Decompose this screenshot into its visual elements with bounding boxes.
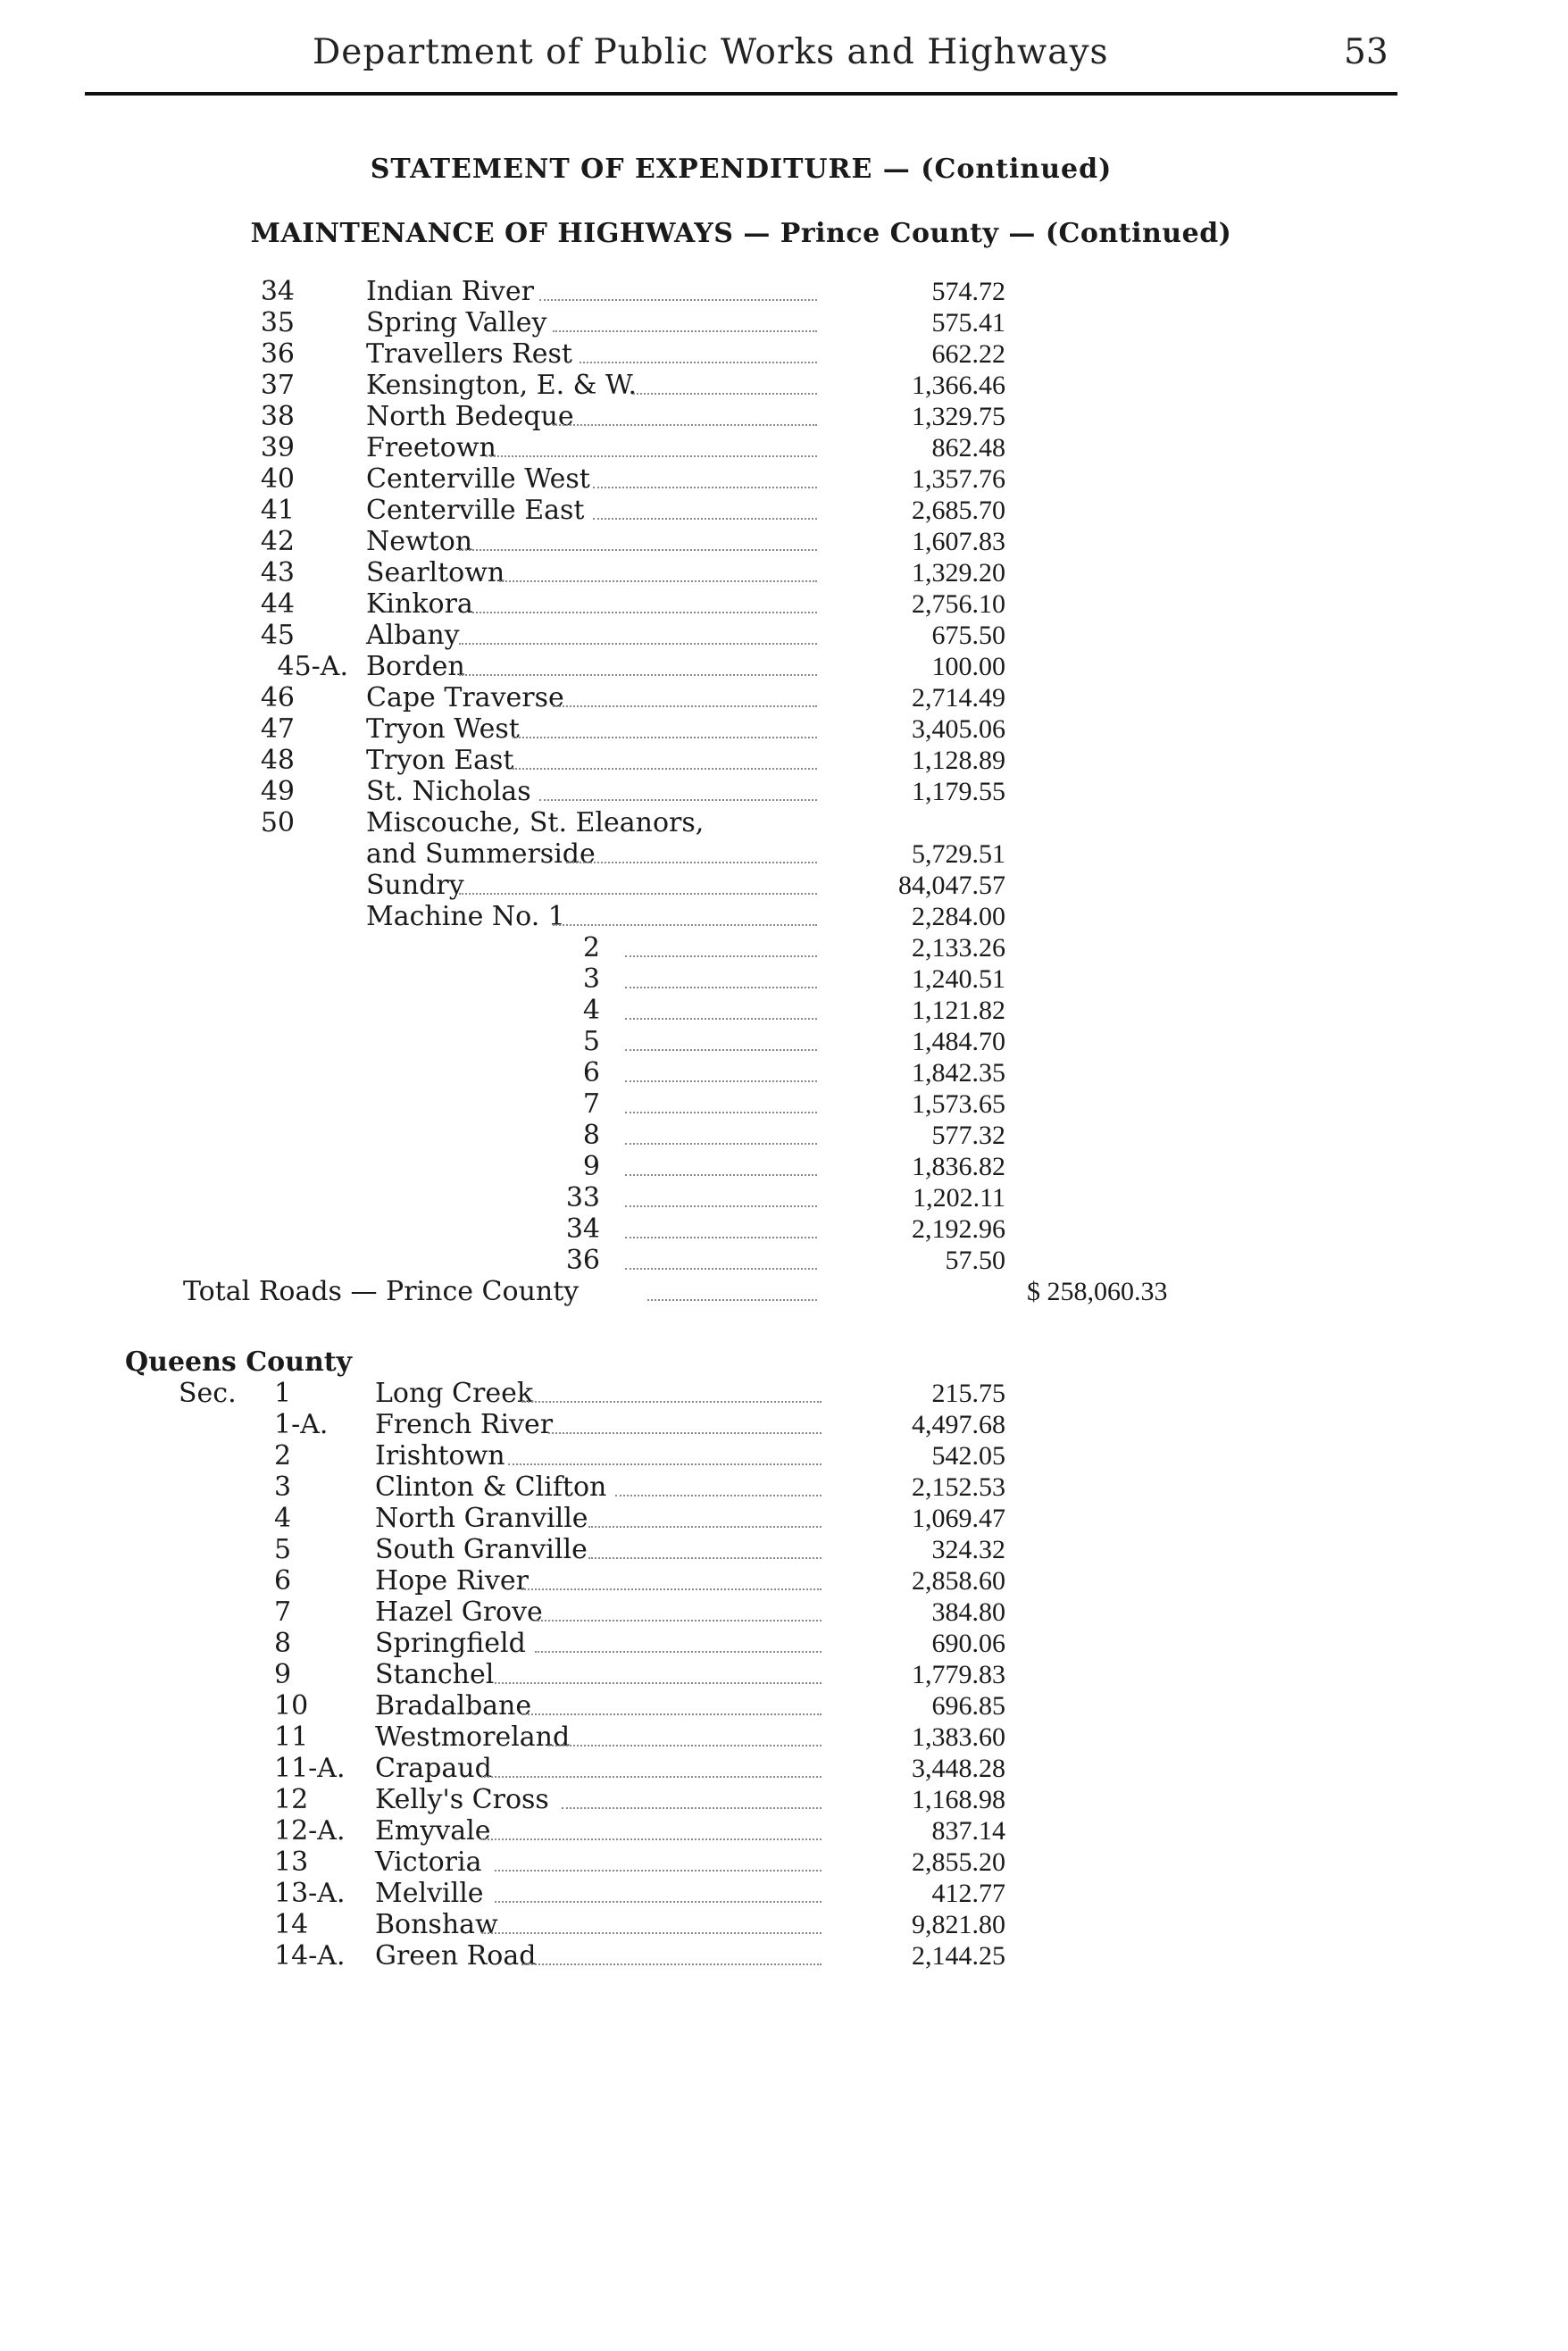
road-section-name: Miscouche, St. Eleanors, [366, 807, 705, 838]
amount: 2,714.49 [912, 683, 1005, 713]
amount: 1,240.51 [912, 964, 1005, 994]
section-number: 13 [274, 1847, 309, 1878]
ledger-row [0, 401, 1568, 432]
total-amount: $ 258,060.33 [1027, 1277, 1168, 1306]
section-number: 12-A. [274, 1815, 346, 1847]
section-number: 5 [274, 1534, 292, 1565]
amount: 100.00 [931, 652, 1005, 681]
maintenance-subtitle: MAINTENANCE OF HIGHWAYS — Prince County — (Continued) [250, 218, 1232, 249]
section-number: 10 [274, 1690, 309, 1722]
dot-leader [625, 1205, 817, 1207]
ledger-row [0, 1378, 1568, 1409]
dot-leader [625, 1049, 817, 1051]
ledger-row [0, 1534, 1568, 1565]
road-section-name: Victoria [375, 1847, 482, 1878]
dot-leader [593, 518, 817, 520]
dot-leader [459, 893, 817, 895]
amount: 2,685.70 [912, 496, 1005, 525]
amount: 1,842.35 [912, 1058, 1005, 1088]
amount: 2,756.10 [912, 589, 1005, 619]
section-number: 42 [260, 526, 295, 557]
county-heading: Queens County [125, 1346, 353, 1378]
section-number: 12 [274, 1784, 309, 1815]
header-rule [85, 92, 1397, 96]
dot-leader [459, 674, 817, 676]
dot-leader [535, 1651, 822, 1653]
ledger-row [0, 557, 1568, 588]
section-number: 48 [260, 745, 295, 776]
page-number: 53 [1344, 32, 1389, 72]
ledger-row [0, 338, 1568, 370]
ledger-row [0, 276, 1568, 307]
dot-leader [521, 1713, 822, 1715]
dot-leader [625, 1237, 817, 1238]
road-section-name: South Granville [375, 1534, 588, 1565]
road-section-name: Newton [366, 526, 473, 557]
road-section-name: North Granville [375, 1503, 588, 1534]
dot-leader [486, 455, 817, 457]
section-number: 1 [274, 1378, 292, 1409]
road-section-name: Westmoreland [375, 1722, 571, 1753]
road-section-name: Travellers Rest [366, 338, 572, 370]
ledger-row [0, 1784, 1568, 1815]
road-section-name: Tryon East [366, 745, 514, 776]
dot-leader [521, 1963, 822, 1965]
amount: 1,607.83 [912, 527, 1005, 556]
dot-leader [539, 799, 817, 801]
dot-leader [553, 705, 817, 707]
amount: 57.50 [945, 1246, 1005, 1275]
ledger-row [0, 1120, 1568, 1151]
section-number: 41 [260, 495, 295, 526]
section-number: 8 [274, 1628, 292, 1659]
road-section-name: Irishtown [375, 1440, 505, 1471]
ledger-row [0, 1503, 1568, 1534]
dot-leader [548, 1432, 822, 1434]
section-number: 34 [260, 276, 295, 307]
dot-leader [580, 362, 817, 363]
section-number: 45-A. [277, 651, 348, 682]
section-number: 44 [260, 588, 295, 620]
amount: 1,383.60 [912, 1722, 1005, 1752]
ledger-row [0, 1690, 1568, 1722]
ledger-row [0, 432, 1568, 463]
amount: 3,405.06 [912, 714, 1005, 744]
ledger-row [0, 838, 1568, 870]
dot-leader [562, 1807, 822, 1809]
dot-leader [588, 1526, 822, 1528]
dot-leader [625, 1112, 817, 1113]
amount: 2,133.26 [912, 933, 1005, 963]
dot-leader [481, 1838, 822, 1840]
section-number: 43 [260, 557, 295, 588]
amount: 1,779.83 [912, 1660, 1005, 1689]
amount: 575.41 [931, 308, 1005, 338]
section-number: 8 [582, 1120, 600, 1151]
dot-leader [588, 1557, 822, 1559]
amount: 574.72 [931, 277, 1005, 306]
section-number: 50 [260, 807, 295, 838]
road-section-name: Melville [375, 1878, 484, 1909]
amount: 2,858.60 [912, 1566, 1005, 1596]
dot-leader [615, 1495, 822, 1496]
dot-leader [548, 1745, 822, 1747]
amount: 675.50 [931, 621, 1005, 650]
ledger-row [0, 1026, 1568, 1057]
amount: 1,329.75 [912, 402, 1005, 431]
dot-leader [633, 393, 817, 395]
amount: 1,202.11 [913, 1183, 1005, 1213]
ledger-row [0, 1847, 1568, 1878]
amount: 1,168.98 [912, 1785, 1005, 1814]
section-number: 36 [565, 1245, 600, 1276]
road-section-name: Stanchel [375, 1659, 495, 1690]
ledger-row [0, 1057, 1568, 1088]
section-number: 33 [565, 1182, 600, 1213]
amount: 3,448.28 [912, 1754, 1005, 1783]
road-section-name: Sundry [366, 870, 464, 901]
section-number: 7 [274, 1597, 292, 1628]
section-number: 45 [260, 620, 295, 651]
road-section-name: North Bedeque [366, 401, 574, 432]
ledger-row [0, 1753, 1568, 1784]
road-section-name: Albany [366, 620, 460, 651]
dot-leader [539, 299, 817, 301]
road-section-name: Crapaud [375, 1753, 492, 1784]
amount: 84,047.57 [898, 871, 1005, 900]
road-section-name: Freetown [366, 432, 496, 463]
amount: 1,179.55 [912, 777, 1005, 806]
total-label: Total Roads — Prince County [183, 1276, 580, 1307]
road-section-name: Searltown [366, 557, 505, 588]
road-section-name: Machine No. 1 [366, 901, 565, 932]
ledger-row [0, 1940, 1568, 1972]
section-number: 2 [582, 932, 600, 963]
road-section-name: Emyvale [375, 1815, 491, 1847]
section-number: 4 [582, 995, 600, 1026]
road-section-name: and Summerside [366, 838, 596, 870]
amount: 2,144.25 [912, 1941, 1005, 1971]
section-number: 7 [582, 1088, 600, 1120]
ledger-row [0, 463, 1568, 495]
ledger-row [0, 1597, 1568, 1628]
amount: 1,573.65 [912, 1089, 1005, 1119]
dot-leader [521, 1401, 822, 1403]
dot-leader [625, 955, 817, 957]
ledger-row [0, 1409, 1568, 1440]
amount: 577.32 [931, 1121, 1005, 1150]
amount: 1,121.82 [912, 996, 1005, 1025]
ledger-row [0, 620, 1568, 651]
amount: 1,069.47 [912, 1504, 1005, 1533]
ledger-row [0, 1659, 1568, 1690]
amount: 837.14 [931, 1816, 1005, 1846]
ledger-row [0, 1815, 1568, 1847]
section-number: 13-A. [274, 1878, 346, 1909]
dot-leader [481, 1776, 822, 1778]
section-number: 6 [582, 1057, 600, 1088]
running-header: Department of Public Works and Highways [313, 32, 1109, 72]
dot-leader [513, 737, 817, 738]
section-number: 2 [274, 1440, 292, 1471]
amount: 1,836.82 [912, 1152, 1005, 1181]
road-section-name: French River [375, 1409, 554, 1440]
amount: 2,192.96 [912, 1214, 1005, 1244]
ledger-row [0, 870, 1568, 901]
dot-leader [495, 1682, 822, 1684]
road-section-name: Bradalbane [375, 1690, 532, 1722]
amount: 5,729.51 [912, 839, 1005, 869]
dot-leader [459, 643, 817, 645]
amount: 215.75 [931, 1379, 1005, 1408]
ledger-row [0, 745, 1568, 776]
amount: 542.05 [931, 1441, 1005, 1471]
ledger-row [0, 995, 1568, 1026]
dot-leader [625, 1268, 817, 1270]
ledger-row [0, 307, 1568, 338]
amount: 412.77 [931, 1879, 1005, 1908]
section-number: 46 [260, 682, 295, 713]
amount: 9,821.80 [912, 1910, 1005, 1939]
dot-leader [553, 330, 817, 332]
dot-leader [495, 1870, 822, 1872]
road-section-name: Hazel Grove [375, 1597, 543, 1628]
road-section-name: Indian River [366, 276, 534, 307]
ledger-row [0, 1565, 1568, 1597]
dot-leader [625, 1174, 817, 1176]
ledger-row [0, 1088, 1568, 1120]
ledger-row [0, 651, 1568, 682]
road-section-name: Springfield [375, 1628, 526, 1659]
dot-leader [647, 1299, 817, 1301]
section-number: 5 [582, 1026, 600, 1057]
section-number: 11 [274, 1722, 309, 1753]
ledger-row [0, 1628, 1568, 1659]
amount: 2,152.53 [912, 1472, 1005, 1502]
ledger-row [0, 932, 1568, 963]
ledger-row [0, 370, 1568, 401]
ledger-row [0, 713, 1568, 745]
dot-leader [553, 924, 817, 926]
road-section-name: Bonshaw [375, 1909, 498, 1940]
section-number: 47 [260, 713, 295, 745]
total-row [0, 1276, 1568, 1307]
dot-leader [593, 487, 817, 488]
dot-leader [625, 1018, 817, 1020]
dot-leader [625, 1080, 817, 1082]
road-section-name: Green Road [375, 1940, 537, 1972]
section-number: 49 [260, 776, 295, 807]
amount: 324.32 [931, 1535, 1005, 1564]
section-number: 6 [274, 1565, 292, 1597]
amount: 2,284.00 [912, 902, 1005, 931]
road-section-name: Borden [366, 651, 465, 682]
road-section-name: Clinton & Clifton [375, 1471, 607, 1503]
amount: 862.48 [931, 433, 1005, 463]
road-section-name: St. Nicholas [366, 776, 531, 807]
road-section-name: Hope River [375, 1565, 529, 1597]
section-number: 36 [260, 338, 295, 370]
dot-leader [459, 549, 817, 551]
ledger-row [0, 1440, 1568, 1471]
road-section-name: Kelly's Cross [375, 1784, 549, 1815]
ledger-row [0, 1151, 1568, 1182]
road-section-name: Spring Valley [366, 307, 547, 338]
amount: 696.85 [931, 1691, 1005, 1721]
ledger-row [0, 526, 1568, 557]
section-number: 39 [260, 432, 295, 463]
ledger-row [0, 588, 1568, 620]
amount: 384.80 [931, 1597, 1005, 1627]
dot-leader [553, 424, 817, 426]
ledger-row [0, 1471, 1568, 1503]
section-number: 14 [274, 1909, 309, 1940]
ledger-row [0, 1182, 1568, 1213]
road-section-name: Tryon West [366, 713, 520, 745]
road-section-name: Kensington, E. & W. [366, 370, 638, 401]
ledger-row [0, 495, 1568, 526]
ledger-row [0, 901, 1568, 932]
dot-leader [566, 862, 817, 863]
ledger-row [0, 682, 1568, 713]
dot-leader [513, 768, 817, 770]
section-number: 40 [260, 463, 295, 495]
section-number: 4 [274, 1503, 292, 1534]
amount: 2,855.20 [912, 1847, 1005, 1877]
amount: 1,484.70 [912, 1027, 1005, 1056]
dot-leader [535, 1620, 822, 1622]
dot-leader [481, 1932, 822, 1934]
dot-leader [508, 1463, 822, 1465]
amount: 1,357.76 [912, 464, 1005, 494]
road-section-name: Centerville East [366, 495, 585, 526]
road-section-name: Cape Traverse [366, 682, 564, 713]
section-number: 37 [260, 370, 295, 401]
road-section-name: Long Creek [375, 1378, 534, 1409]
dot-leader [625, 987, 817, 988]
road-section-name: Centerville West [366, 463, 590, 495]
section-number: 34 [565, 1213, 600, 1245]
ledger-row [0, 1213, 1568, 1245]
ledger-row [0, 776, 1568, 807]
dot-leader [625, 1143, 817, 1145]
dot-leader [495, 1901, 822, 1903]
amount: 4,497.68 [912, 1410, 1005, 1439]
section-number: 3 [582, 963, 600, 995]
section-number: 3 [274, 1471, 292, 1503]
section-number: 14-A. [274, 1940, 346, 1972]
amount: 1,366.46 [912, 371, 1005, 400]
ledger-row [0, 1245, 1568, 1276]
section-number: 38 [260, 401, 295, 432]
ledger-row [0, 1878, 1568, 1909]
section-number: 1-A. [274, 1409, 329, 1440]
ledger-row [0, 807, 1568, 838]
amount: 1,329.20 [912, 558, 1005, 588]
ledger-row [0, 1909, 1568, 1940]
section-number: 35 [260, 307, 295, 338]
statement-title: STATEMENT OF EXPENDITURE — (Continued) [370, 154, 1113, 185]
amount: 662.22 [931, 339, 1005, 369]
section-number: 9 [582, 1151, 600, 1182]
sec-label: Sec. [179, 1378, 237, 1409]
ledger-row [0, 1722, 1568, 1753]
amount: 1,128.89 [912, 746, 1005, 775]
dot-leader [499, 580, 817, 582]
amount: 690.06 [931, 1629, 1005, 1658]
dot-leader [521, 1588, 822, 1590]
ledger-row [0, 963, 1568, 995]
road-section-name: Kinkora [366, 588, 473, 620]
section-number: 11-A. [274, 1753, 346, 1784]
section-number: 9 [274, 1659, 292, 1690]
dot-leader [472, 612, 817, 613]
